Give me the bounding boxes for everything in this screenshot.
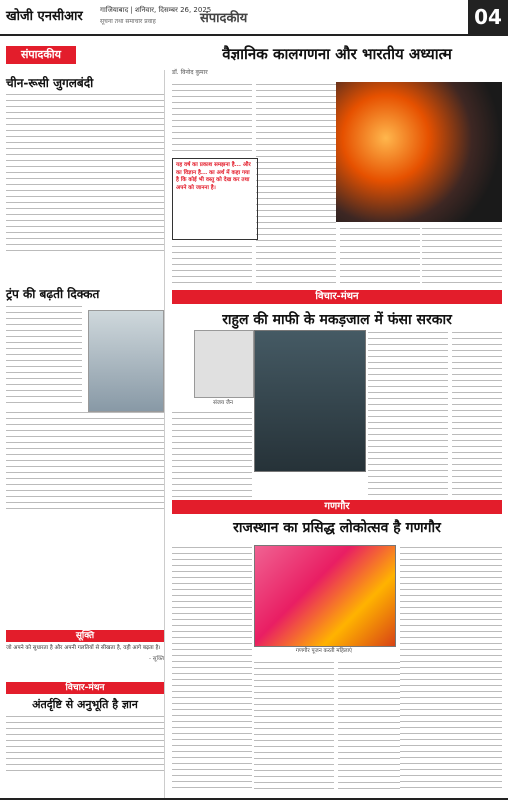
sukti-box <box>6 630 164 662</box>
section-title: संपादकीय <box>200 11 248 26</box>
vichar-label: विचार-मंथन <box>6 682 164 694</box>
gangor-caption: गणगौर पूजन करती महिलाएं <box>295 648 353 654</box>
main-article-col-4 <box>340 226 420 284</box>
main-headline: वैज्ञानिक कालगणना और भारतीय अध्यात्म <box>222 45 452 63</box>
main-article-col-2 <box>256 82 336 282</box>
opinion-col-3 <box>452 330 502 495</box>
sub-line: सूचना तथा समाचार प्रवाह <box>100 18 156 25</box>
vichar-title: अंतर्दृष्टि से अनुभूति है ज्ञान <box>32 698 138 711</box>
opinion-headline: राहुल की माफी के मकड़जाल में फंसा सरकार <box>222 312 452 328</box>
quote-box <box>172 158 258 240</box>
date-line: गाजियाबाद | शनिवार, दिसम्बर 26, 2025 <box>100 6 212 14</box>
trump-text-2 <box>6 412 164 512</box>
opinion-band: विचार-मंथन <box>172 290 502 304</box>
trump-text <box>6 306 82 406</box>
main-article-col-5 <box>422 226 502 284</box>
main-article-col-3 <box>172 244 252 284</box>
page-number: 04 <box>468 0 508 34</box>
author-caption: संजय जैन <box>213 400 233 406</box>
gangor-col-1 <box>172 545 252 790</box>
sukti-source: - सूक्ति <box>149 656 164 662</box>
gangor-photo <box>254 545 396 647</box>
logo: खोजी एनसीआर <box>6 9 83 24</box>
left-column <box>6 70 165 800</box>
sukti-label: सूक्ति <box>6 630 164 642</box>
opinion-col-1 <box>172 410 252 495</box>
opinion-col-2 <box>368 330 448 495</box>
trump-photo <box>88 310 164 412</box>
gangor-headline: राजस्थान का प्रसिद्ध लोकोत्सव है गणगौर <box>233 520 441 536</box>
gangor-col-2 <box>254 660 334 790</box>
quote-text: यह वर्ष का प्रकाश समझना है... और का विज्ञान है... का अर्थ में कहा गया है कि कोई भी वस्तु को देख कर तथा अपने को जानना है। <box>176 162 251 191</box>
author-photo <box>194 330 254 398</box>
space-image <box>336 82 502 222</box>
sukti-text: जो अपने को सुधारता है और अपनी गलतियों से सीखता है, वही आगे बढ़ता है। <box>6 645 161 651</box>
trump-headline: ट्रंप की बढ़ती दिक्कत <box>6 287 100 301</box>
gangor-col-4 <box>400 545 502 790</box>
editorial-label: संपादकीय <box>6 46 76 64</box>
editorial-headline: चीन-रूसी जुगलबंदी <box>6 76 94 90</box>
rahul-photo <box>254 330 366 472</box>
vichar-box <box>6 682 164 782</box>
trump-article <box>6 285 164 518</box>
gangor-band: गणगौर <box>172 500 502 514</box>
masthead <box>0 0 508 36</box>
main-article-col-1 <box>172 82 252 152</box>
vichar-text <box>6 716 164 776</box>
editorial-text <box>6 94 164 254</box>
main-byline: डॉ. विनोद कुमार <box>172 69 208 76</box>
